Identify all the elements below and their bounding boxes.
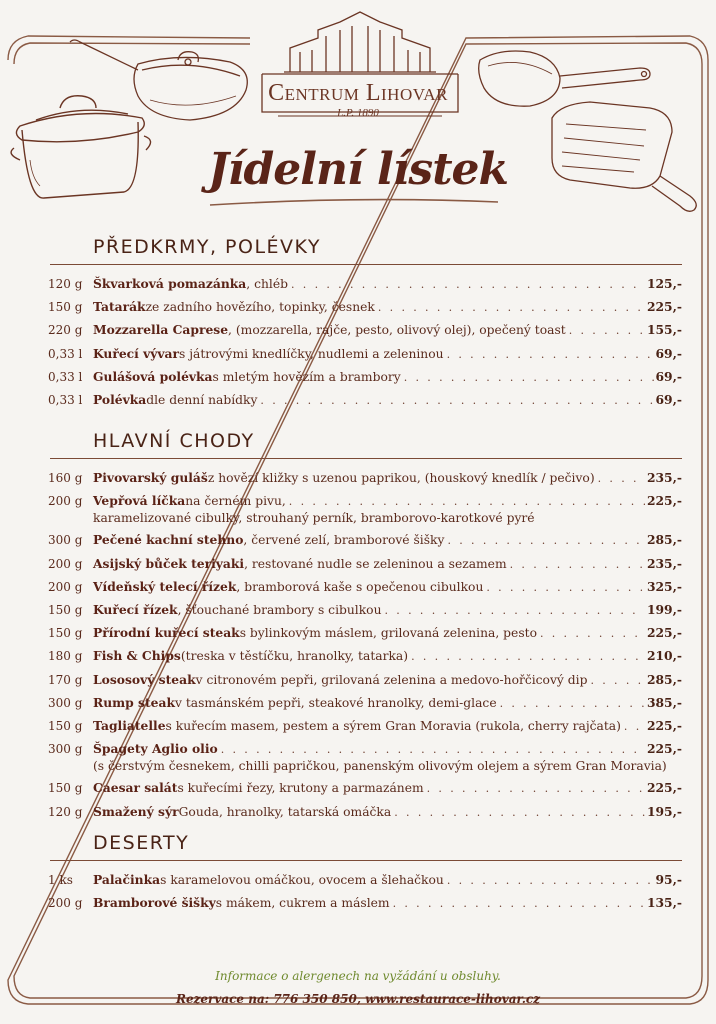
menu-item [50,467,682,490]
item-price: 325,- [646,578,682,594]
item-price: 225,- [646,299,682,315]
reservation-info: Rezervace na: 776 350 850, www.restaurace-lihovar.cz [175,992,541,1006]
dot-leader [411,646,645,668]
menu-item [50,869,682,892]
dot-leader [394,802,645,824]
item-name: Polévka [93,392,147,408]
section-divider [50,458,682,459]
item-portion: 300 g [48,533,83,548]
item-portion: 220 g [48,323,83,338]
item-description: , šťouchané brambory s cibulkou [177,603,382,618]
item-line [93,273,682,296]
item-price: 69,- [655,368,682,384]
menu-item [50,892,682,915]
item-name: Tatarák [93,299,146,315]
item-description-continued: (s čerstvým česnekem, chilli papričkou, panenským olivovým olejem a sýrem Gran Moravia) [93,759,667,774]
item-portion: 0,33 l [48,393,83,408]
item-description: s mletým hovězím a brambory [212,369,401,384]
item-line [93,366,682,389]
menu-item [50,599,682,622]
item-line [93,669,682,692]
dot-leader [590,670,644,692]
item-description: v citronovém pepři, grilovaná zelenina a medovo-hořčicový dip [195,672,588,687]
dot-leader [624,716,645,738]
menu-item [50,692,682,715]
item-description: s mákem, cukrem a máslem [215,896,390,911]
item-price: 225,- [646,741,682,757]
item-line [93,389,682,412]
section-divider [50,264,682,265]
item-description: s bylinkovým máslem, grilovaná zelenina, pesto [239,626,537,641]
item-price: 235,- [646,470,682,485]
menu-item [50,319,682,342]
item-name: Vídeňský telecí řízek [93,578,237,594]
item-line [93,645,682,668]
menu-item [50,389,682,412]
item-description: (treska v těstíčku, hranolky, tatarka) [180,649,409,664]
item-description: , bramborová kaše s opečenou cibulkou [236,579,484,594]
item-portion: 160 g [48,471,83,485]
dot-leader [569,320,645,342]
item-price: 95,- [655,872,682,887]
dot-leader [427,778,645,800]
pot-icon [11,96,150,198]
item-portion: 300 g [48,742,83,757]
dot-leader [510,554,645,576]
section-title: PŘEDKRMY, POLÉVKY [93,236,321,258]
item-portion: 150 g [48,719,83,734]
item-description: z hovězí kližky s uzenou paprikou, (houskový knedlík / pečivo) [207,471,595,485]
item-description: s kuřecím masem, pestem a sýrem Gran Moravia (rukola, cherry rajčata) [165,719,621,734]
item-description: dle denní nabídky [146,393,258,408]
item-name: Pivovarský guláš [93,470,208,485]
menu-item [50,529,682,552]
item-name: Špagety Aglio olio [93,741,218,757]
item-description: s karamelovou omáčkou, ovocem a šlehačkou [160,873,444,887]
item-name: Mozzarella Caprese [93,322,229,338]
item-portion: 1 ks [48,873,73,887]
section-title: HLAVNÍ CHODY [93,430,255,452]
menu-item [50,669,682,692]
item-price: 225,- [646,625,682,641]
menu-item [50,576,682,599]
item-name: Smažený sýr [93,803,179,819]
section-title: DESERTY [93,832,190,854]
item-portion: 200 g [48,579,83,594]
item-price: 69,- [655,345,682,361]
menu-item [50,801,682,824]
item-line [93,599,682,622]
section-starters [50,236,682,412]
item-portion: 300 g [48,695,83,710]
item-portion: 200 g [48,896,83,911]
dot-leader [378,297,645,319]
menu-item [50,553,682,576]
section-items [50,467,682,824]
item-price: 225,- [646,780,682,796]
item-name: Palačinka [93,872,161,887]
item-portion: 0,33 l [48,346,83,361]
item-portion: 150 g [48,626,83,641]
item-portion: 120 g [48,277,83,291]
dot-leader [385,600,645,622]
item-line [93,529,682,552]
item-name: Lososový steak [93,671,196,687]
dot-leader [598,468,645,490]
dot-leader [447,344,654,366]
item-description-continued: karamelizované cibulky, strouhaný perník, bramborovo-karotkové pyré [93,511,535,526]
item-description: , červené zelí, bramborové šišky [243,533,445,548]
item-portion: 180 g [48,649,83,664]
item-price: 225,- [646,718,682,734]
item-description: , restované nudle se zeleninou a sezamem [244,556,507,571]
item-price: 385,- [646,694,682,710]
menu-item [50,296,682,319]
item-name: Kuřecí řízek [93,602,178,618]
section-desserts [50,832,682,915]
item-description: v tasmánském pepři, steakové hranolky, demi-glace [174,695,497,710]
item-price: 125,- [646,276,682,291]
item-line [93,296,682,319]
item-portion: 150 g [48,300,83,315]
menu-item [50,622,682,645]
item-portion: 200 g [48,556,83,571]
item-portion: 200 g [48,494,83,509]
item-line [93,576,682,599]
logo-year: L.P. 1890 [337,107,379,119]
item-price: 285,- [646,532,682,548]
item-description: na černém pivu, [185,494,286,509]
item-name: Rump steak [93,694,175,710]
section-items [50,869,682,915]
item-portion: 0,33 l [48,369,83,384]
item-name: Pečené kachní stehno [93,532,244,548]
item-description: ze zadního hovězího, topinky, česnek [145,300,375,315]
item-portion: 120 g [48,804,83,819]
section-divider [50,860,682,861]
dot-leader [447,870,654,892]
item-line [93,692,682,715]
item-name: Bramborové šišky [93,895,216,911]
menu-item [50,777,682,800]
item-name: Fish & Chips [93,648,181,664]
item-description: Gouda, hranolky, tatarská omáčka [178,804,392,819]
item-price: 210,- [646,648,682,664]
dot-leader [486,577,645,599]
restaurant-logo [258,8,458,119]
dot-leader [291,274,645,296]
grill-pan-icon [552,102,696,211]
item-name: Gulášová polévka [93,368,213,384]
saucepan-icon [479,51,650,106]
menu-item [50,715,682,738]
item-description: , chléb [246,277,288,291]
item-description: s játrovými knedlíčky, nudlemi a zeleninou [178,346,444,361]
section-main-courses [50,430,682,824]
dot-leader [540,623,645,645]
logo-name: Centrum Lihovar [268,80,448,106]
item-portion: 170 g [48,672,83,687]
item-name: Asijský bůček teriyaki [93,555,245,571]
item-price: 69,- [655,392,682,408]
dot-leader [447,530,645,552]
item-line [93,892,682,915]
item-name: Vepřová líčka [93,493,186,509]
item-line [93,622,682,645]
item-price: 225,- [646,493,682,509]
item-line [93,343,682,366]
item-price: 235,- [646,555,682,571]
menu-item [50,366,682,389]
item-name: Caesar salát [93,780,178,796]
menu-item [50,645,682,668]
dot-leader [404,367,654,389]
item-price: 155,- [646,322,682,338]
menu-item [50,273,682,296]
item-description: , (mozzarella, rajče, pesto, olivový olej), opečený toast [228,323,566,338]
dot-leader [260,390,653,412]
item-line [93,467,682,490]
item-line [93,319,682,342]
menu-item [50,343,682,366]
item-line [93,553,682,576]
item-line [93,715,682,738]
item-price: 199,- [646,602,682,618]
item-name: Škvarková pomazánka [93,276,247,291]
item-name: Přírodní kuřecí steak [93,625,240,641]
item-price: 285,- [646,671,682,687]
item-name: Tagliatelle [93,718,166,734]
item-price: 135,- [646,895,682,911]
dot-leader [393,893,645,915]
allergen-note: Informace o alergenech na vyžádání u obsluhy. [215,969,501,983]
section-items [50,273,682,412]
item-name: Kuřecí vývar [93,345,179,361]
item-line [93,869,682,892]
item-portion: 150 g [48,603,83,618]
dot-leader [500,693,645,715]
item-portion: 150 g [48,781,83,796]
item-line [93,777,682,800]
item-price: 195,- [646,803,682,819]
item-description: s kuřecími řezy, krutony a parmazánem [177,781,424,796]
menu-title: Jídelní lístek [207,144,509,195]
item-line [93,801,682,824]
